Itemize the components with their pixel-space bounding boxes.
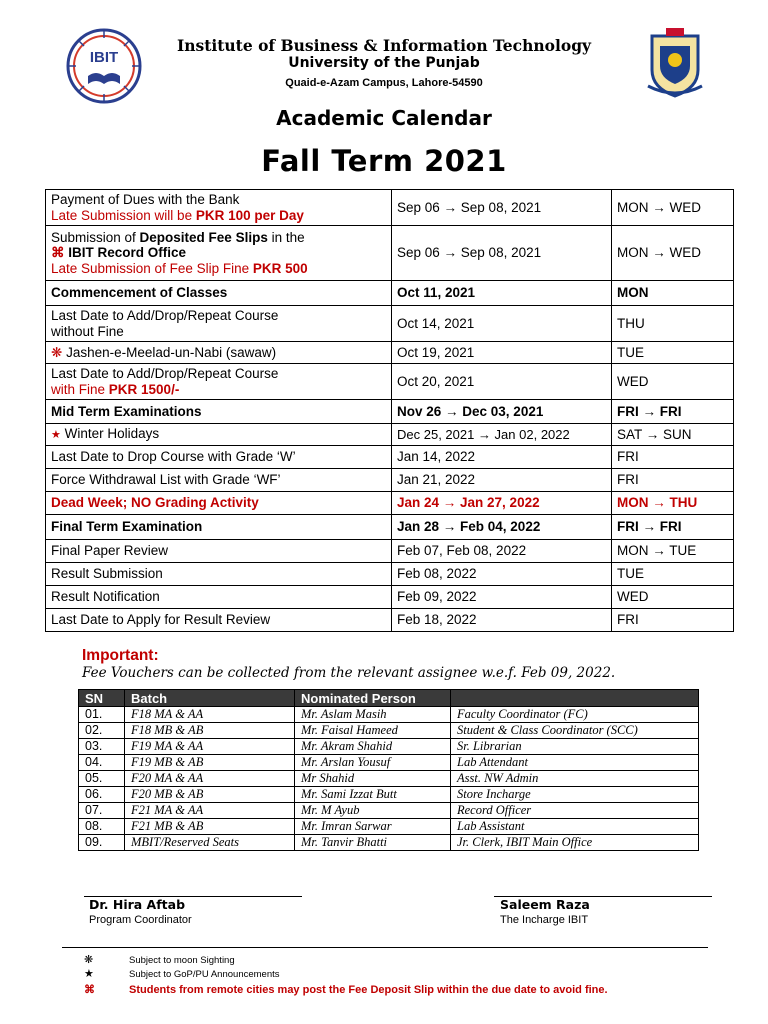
table-row: 01. F18 MA & AA Mr. Aslam Masih Faculty Coordinator (FC) — [79, 707, 699, 723]
event-cell: Last Date to Add/Drop/Repeat Course without Fine — [46, 306, 392, 342]
footnote-divider — [62, 947, 708, 948]
day-cell: THU — [612, 306, 734, 342]
day-cell: FRI — [612, 446, 734, 469]
table-row: 07. F21 MA & AA Mr. M Ayub Record Officer — [79, 803, 699, 819]
footnote-text: Subject to moon Sighting — [129, 955, 235, 966]
day-cell: MON → THU — [612, 492, 734, 515]
signatory-name-right: Saleem Raza — [500, 897, 590, 912]
event-cell: Result Notification — [46, 586, 392, 609]
day-cell: FRI — [612, 469, 734, 492]
day-cell: WED — [612, 586, 734, 609]
event-cell: Force Withdrawal List with Grade ‘WF’ — [46, 469, 392, 492]
event-cell: Payment of Dues with the Bank Late Submission will be PKR 100 per Day — [46, 190, 392, 226]
signatory-role-right: The Incharge IBIT — [500, 914, 589, 926]
date-cell: Sep 06 → Sep 08, 2021 — [392, 226, 612, 281]
date-cell: Sep 06 → Sep 08, 2021 — [392, 190, 612, 226]
event-cell: Last Date to Add/Drop/Repeat Course with Fine PKR 1500/- — [46, 364, 392, 400]
table-row — [46, 364, 734, 400]
date-cell: Dec 25, 2021 → Jan 02, 2022 — [392, 424, 612, 446]
event-cell: Dead Week; NO Grading Activity — [46, 492, 392, 515]
event-cell: Result Submission — [46, 563, 392, 586]
important-label: Important: — [82, 647, 159, 664]
event-cell: Final Paper Review — [46, 540, 392, 563]
event-cell: Mid Term Examinations — [46, 400, 392, 424]
column-header: Nominated Person — [295, 690, 451, 707]
moon-sighting-icon: ❋ — [51, 344, 63, 360]
column-header: SN — [79, 690, 125, 707]
event-cell: Submission of Deposited Fee Slips in the ⌘ IBIT Record Office Late Submission of Fee Slip Fine PKR 500 — [46, 226, 392, 281]
calendar-title: Academic Calendar — [276, 106, 492, 130]
table-row: 03. F19 MA & AA Mr. Akram Shahid Sr. Librarian — [79, 739, 699, 755]
university-name: University of the Punjab — [288, 55, 480, 71]
day-cell: MON → WED — [612, 226, 734, 281]
event-cell: Final Term Examination — [46, 515, 392, 540]
star-icon: ★ — [84, 968, 94, 980]
date-cell: Feb 08, 2022 — [392, 563, 612, 586]
date-cell: Jan 14, 2022 — [392, 446, 612, 469]
moon-sighting-icon: ❋ — [84, 954, 94, 966]
date-cell: Nov 26 → Dec 03, 2021 — [392, 400, 612, 424]
event-cell: ★ Winter Holidays — [46, 424, 392, 446]
document-header — [0, 0, 768, 100]
table-row: 05. F20 MA & AA Mr Shahid Asst. NW Admin — [79, 771, 699, 787]
table-row — [46, 469, 734, 492]
day-cell: MON → WED — [612, 190, 734, 226]
event-cell: ❋ Jashen-e-Meelad-un-Nabi (sawaw) — [46, 342, 392, 364]
voucher-assignee-table — [78, 689, 699, 851]
table-row — [46, 342, 734, 364]
table-row: 02. F18 MB & AB Mr. Faisal Hameed Student & Class Coordinator (SCC) — [79, 723, 699, 739]
footnote-text: Subject to GoP/PU Announcements — [129, 969, 280, 980]
table-row — [46, 226, 734, 281]
university-crest — [646, 26, 704, 98]
table-row: 04. F19 MB & AB Mr. Arslan Yousuf Lab Attendant — [79, 755, 699, 771]
day-cell: MON → TUE — [612, 540, 734, 563]
table-row — [46, 281, 734, 306]
date-cell: Oct 20, 2021 — [392, 364, 612, 400]
table-row — [46, 400, 734, 424]
day-cell: SAT → SUN — [612, 424, 734, 446]
table-row — [46, 540, 734, 563]
day-cell: WED — [612, 364, 734, 400]
campus-address: Quaid-e-Azam Campus, Lahore-54590 — [285, 77, 483, 89]
date-cell: Feb 09, 2022 — [392, 586, 612, 609]
table-row — [46, 492, 734, 515]
star-icon: ★ — [51, 428, 61, 441]
table-row — [46, 586, 734, 609]
day-cell: FRI — [612, 609, 734, 632]
table-row: 08. F21 MB & AB Mr. Imran Sarwar Lab Assistant — [79, 819, 699, 835]
day-cell: FRI → FRI — [612, 400, 734, 424]
institute-name: Institute of Business & Information Technology — [176, 36, 592, 55]
date-cell: Feb 07, Feb 08, 2022 — [392, 540, 612, 563]
table-row — [46, 609, 734, 632]
signatory-name-left: Dr. Hira Aftab — [89, 897, 186, 912]
date-cell: Oct 19, 2021 — [392, 342, 612, 364]
event-cell: Last Date to Apply for Result Review — [46, 609, 392, 632]
table-row — [46, 563, 734, 586]
date-cell: Jan 24 → Jan 27, 2022 — [392, 492, 612, 515]
table-row — [46, 424, 734, 446]
date-cell: Jan 28 → Feb 04, 2022 — [392, 515, 612, 540]
fee-voucher-note: Fee Vouchers can be collected from the relevant assignee w.e.f. Feb 09, 2022. — [82, 665, 616, 681]
signatory-role-left: Program Coordinator — [89, 914, 192, 926]
table-row — [46, 306, 734, 342]
table-row — [46, 190, 734, 226]
event-cell: Commencement of Classes — [46, 281, 392, 306]
date-cell: Jan 21, 2022 — [392, 469, 612, 492]
table-row: 06. F20 MB & AB Mr. Sami Izzat Butt Store Incharge — [79, 787, 699, 803]
day-cell: MON — [612, 281, 734, 306]
command-symbol-icon: ⌘ — [84, 984, 95, 996]
column-header: Batch — [125, 690, 295, 707]
svg-text:IBIT: IBIT — [89, 49, 119, 66]
date-cell: Oct 14, 2021 — [392, 306, 612, 342]
footnote-text: Students from remote cities may post the Fee Deposit Slip within the due date to avoid fine. — [129, 984, 608, 996]
table-row: 09. MBIT/Reserved Seats Mr. Tanvir Bhatti Jr. Clerk, IBIT Main Office — [79, 835, 699, 851]
command-symbol-icon: ⌘ — [51, 245, 69, 261]
day-cell: FRI → FRI — [612, 515, 734, 540]
schedule-table — [45, 189, 734, 632]
column-header — [451, 690, 699, 707]
table-row — [46, 515, 734, 540]
table-row — [46, 446, 734, 469]
date-cell: Feb 18, 2022 — [392, 609, 612, 632]
term-title: Fall Term 2021 — [261, 144, 507, 178]
day-cell: TUE — [612, 563, 734, 586]
table-header-row — [79, 690, 699, 707]
day-cell: TUE — [612, 342, 734, 364]
date-cell: Oct 11, 2021 — [392, 281, 612, 306]
event-cell: Last Date to Drop Course with Grade ‘W’ — [46, 446, 392, 469]
